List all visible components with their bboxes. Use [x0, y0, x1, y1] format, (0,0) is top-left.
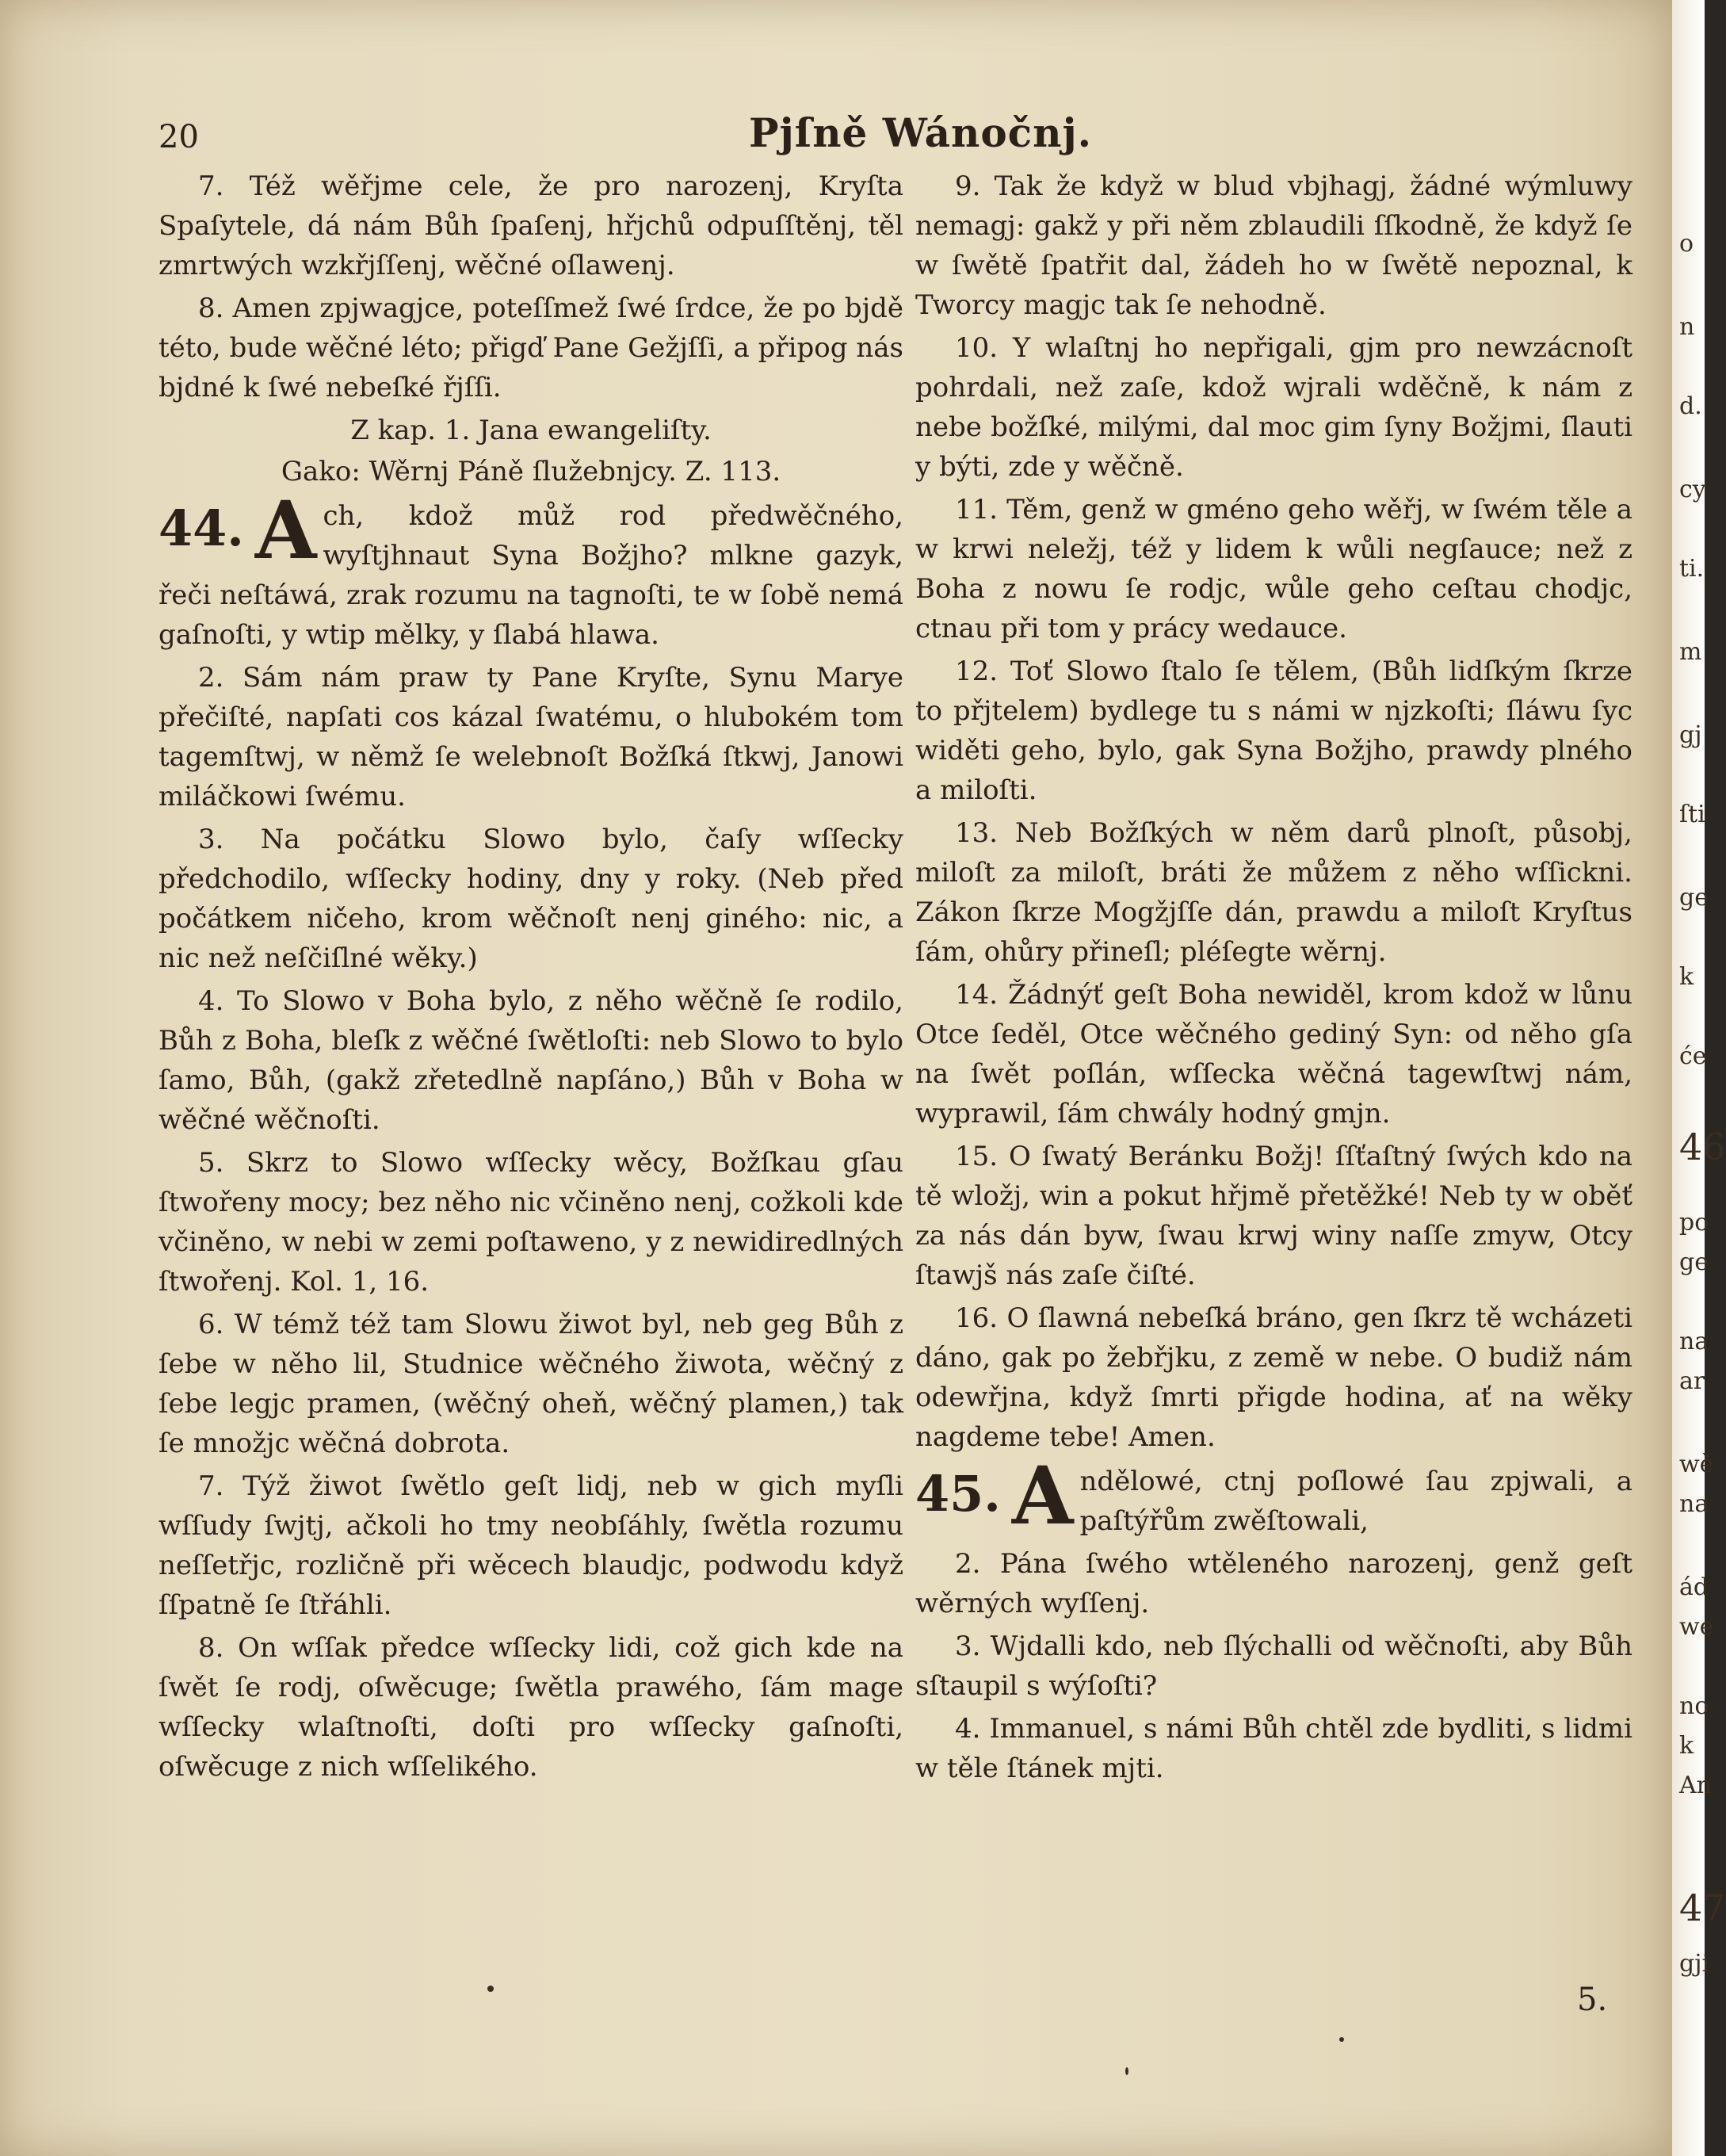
hymn-first-verse: ndělowé, ctnj poſlowé ſau zpjwali, a paſtýřům zwěſtowali, [1079, 1466, 1632, 1537]
verse: 4. Immanuel, s námi Bůh chtěl zde bydliti, s lidmi w těle ſtánek mjti. [915, 1713, 1632, 1784]
verse: 11. Těm, genž w gméno geho wěřj, w ſwém těle a w krwi neležj, též y lidem k wůli negſauce; než z Boha z nowu ſe rodjc, wůle geho ceſtau chodjc, ctnau při tom y prácy wedauce. [915, 494, 1632, 644]
edge-fragment: no [1679, 1692, 1709, 1720]
edge-fragment: ar [1679, 1367, 1705, 1395]
next-page-edge [1676, 0, 1726, 2156]
verse: 3. Wjdalli kdo, neb ſlýchalli od wěčnoſti, aby Bůh sſtaupil s wýſoſti? [915, 1630, 1632, 1702]
edge-fragment: m [1679, 638, 1702, 666]
page-number: 20 [158, 119, 199, 155]
verse: 5. Skrz to Slowo wſſecky wěcy, Božſkau gſau ſtwořeny mocy; bez něho nic včiněno nenj, cožkoli kde včiněno, w nebi w zemi poſtaweno, y z newidiredlných ſtwořenj. Kol. 1, 16. [158, 1147, 903, 1298]
edge-fragment: we [1679, 1613, 1714, 1641]
verse: 13. Neb Božſkých w něm darů plnoſt, působj, miloſt za miloſt, bráti že můžem z něho wſſickni. Zákon ſkrze Mogžjſſe dán, prawdu a miloſt Kryſtus ſám, ohůry přineſl; pléſegte wěrnj. [915, 817, 1632, 968]
scripture-reference: Z kap. 1. Jana ewangeliſty. [350, 415, 712, 446]
edge-fragment: po [1679, 1209, 1709, 1237]
edge-fragment: gj [1679, 721, 1702, 749]
tune-reference: Gako: Wěrnj Páně ſlužebnjcy. Z. 113. [281, 456, 781, 487]
edge-fragment: o [1679, 230, 1694, 258]
verse: 10. Y wlaſtnj ho nepřigali, gjm pro newzácnoſt pohrdali, než zaſe, kdož wjrali wděčně, k nám z nebe božſké, milými, dal moc gim ſyny Božjmi, ſlauti y býti, zde y wěčně. [915, 332, 1632, 483]
edge-fragment: gji [1679, 1950, 1710, 1978]
edge-fragment: ád [1679, 1573, 1709, 1601]
left-column [158, 166, 903, 1790]
verse: 16. O ſlawná nebeſká bráno, gen ſkrz tě wcházeti dáno, gak po žebřjku, z země w nebe. O budiž nám odewřjna, když ſmrti přigde hodina, ať na wěky nagdeme tebe! Amen. [915, 1302, 1632, 1453]
verse: 7. Týž žiwot ſwětlo geſt lidj, neb w gich myſli wſſudy ſwjtj, ačkoli ho tmy neobſáhly, ſwětla rozumu neſſetřjc, rozličně při wěcech blaudjc, podwodu když ſſpatně ſe ſtřáhli. [158, 1470, 903, 1621]
edge-fragment: 46 [1679, 1126, 1726, 1168]
verse: 4. To Slowo v Boha bylo, z něho wěčně ſe rodilo, Bůh z Boha, bleſk z wěčné ſwětloſti: neb Slowo to bylo ſamo, Bůh, (gakž zřetedlně napſáno,) Bůh v Boha w wěčné wěčnoſti. [158, 985, 903, 1136]
edge-fragment: na [1679, 1490, 1709, 1518]
verse: 8. Amen zpjwagjce, poteſſmež ſwé ſrdce, že po bjdě této, bude wěčné léto; přigď Pane Gežjſſi, a připog nás bjdné k ſwé nebeſké řjſſi. [158, 292, 903, 403]
edge-fragment: An [1679, 1772, 1712, 1799]
hymn-first-verse: ch, kdož můž rod předwěčného, wyſtjhnaut Syna Božjho? mlkne gazyk, řeči neſtáwá, zrak rozumu na tagnoſti, te w ſobě nemá gaſnoſti, y wtip mělky, y ſlabá hlawa. [158, 500, 903, 651]
edge-fragment: k [1679, 963, 1694, 991]
edge-fragment: ge [1679, 1248, 1709, 1276]
edge-fragment: 47 [1679, 1886, 1726, 1929]
edge-fragment: cy [1679, 476, 1706, 503]
ink-speck [1125, 2067, 1128, 2075]
edge-fragment: k [1679, 1732, 1694, 1760]
edge-fragment: n [1679, 313, 1695, 341]
verse: 3. Na počátku Slowo bylo, čaſy wſſecky předchodilo, wſſecky hodiny, dny y roky. (Neb před počátkem ničeho, krom wěčnoſt nenj giného: nic, a nic než neſčiſlné wěky.) [158, 824, 903, 974]
edge-fragment: će [1679, 1042, 1707, 1070]
verse: 6. W témž též tam Slowu žiwot byl, neb geg Bůh z ſebe w něho lil, Studnice wěčného žiwota, wěčný z ſebe legjc pramen, (wěčný oheň, wěčný plamen,) tak ſe množjc wěčná dobrota. [158, 1309, 903, 1459]
hymn-45 [915, 1449, 1632, 1542]
hymn-number: 44. [158, 499, 244, 557]
ink-speck [487, 1986, 494, 1992]
hymn-44 [158, 484, 903, 655]
verse: 2. Sám nám praw ty Pane Kryſte, Synu Marye přečiſté, napſati cos kázal ſwatému, o hlubokém tom tagemſtwj, w němž ſe welebnoſt Božſká ſtkwj, Janowi miláčkowi ſwému. [158, 662, 903, 812]
verse: 15. O ſwatý Beránku Božj! ſſťaſtný ſwých kdo na tě wložj, win a pokut hřjmě přetěžké! Neb ty w oběť za nás dán byw, ſwau krwj winy naſſe zmyw, Otcy ſtawjš nás zaſe čiſté. [915, 1141, 1632, 1291]
verse: 7. Též wěřjme cele, že pro narozenj, Kryſta Spaſytele, dá nám Bůh ſpaſenj, hřjchů odpuſſtěnj, těl zmrtwých wzkřjſſenj, wěčné oſlawenj. [158, 170, 903, 281]
right-column [915, 166, 1632, 1791]
edge-fragment: d. [1679, 392, 1702, 420]
ink-speck [1339, 2037, 1344, 2042]
hymn-number: 45. [915, 1465, 1001, 1523]
edge-fragment: ti. [1679, 555, 1705, 583]
edge-fragment: ſti [1679, 801, 1705, 828]
running-head: Pjſně Wánočnj. [749, 109, 1092, 156]
verse: 12. Toť Slowo ſtalo ſe tělem, (Bůh lidſkým ſkrze to přjtelem) bydlege tu s námi w njzkoſti; ſláwu ſyc widěti geho, bylo, gak Syna Božjho, prawdy plného a miloſti. [915, 656, 1632, 806]
verse: 8. On wſſak předce wſſecky lidi, což gich kde na ſwět ſe rodj, oſwěcuge; ſwětla prawého, ſám mage wſſecky wlaſtnoſti, doſti pro wſſecky gaſnoſti, oſwěcuge z nich wſſelikého. [158, 1632, 903, 1783]
verse: 2. Pána ſwého wtěleného narozenj, genž geſt wěrných wyſſenj. [915, 1548, 1632, 1619]
verse: 14. Žádnýť geſt Boha newiděl, krom kdož w lůnu Otce ſeděl, Otce wěčného gediný Syn: od něho gſa na ſwět poſlán, wſſecka wěčná tagewſtwj nám, wyprawil, ſám chwály hodný gmjn. [915, 979, 1632, 1130]
edge-fragment: wě [1679, 1451, 1714, 1478]
catchword: 5. [1577, 1982, 1608, 2018]
drop-cap: A [1011, 1449, 1074, 1542]
verse: 9. Tak že když w blud vbjhagj, žádné wýmluwy nemagj: gakž y při něm zblaudili ſſkodně, že když ſe w ſwětě ſpatřit dal, žádeh ho w ſwětě nepoznal, k Tworcy magjc tak ſe nehodně. [915, 170, 1632, 321]
drop-cap: A [254, 484, 317, 577]
edge-fragment: na [1679, 1328, 1709, 1355]
edge-fragment: ge [1679, 884, 1709, 912]
